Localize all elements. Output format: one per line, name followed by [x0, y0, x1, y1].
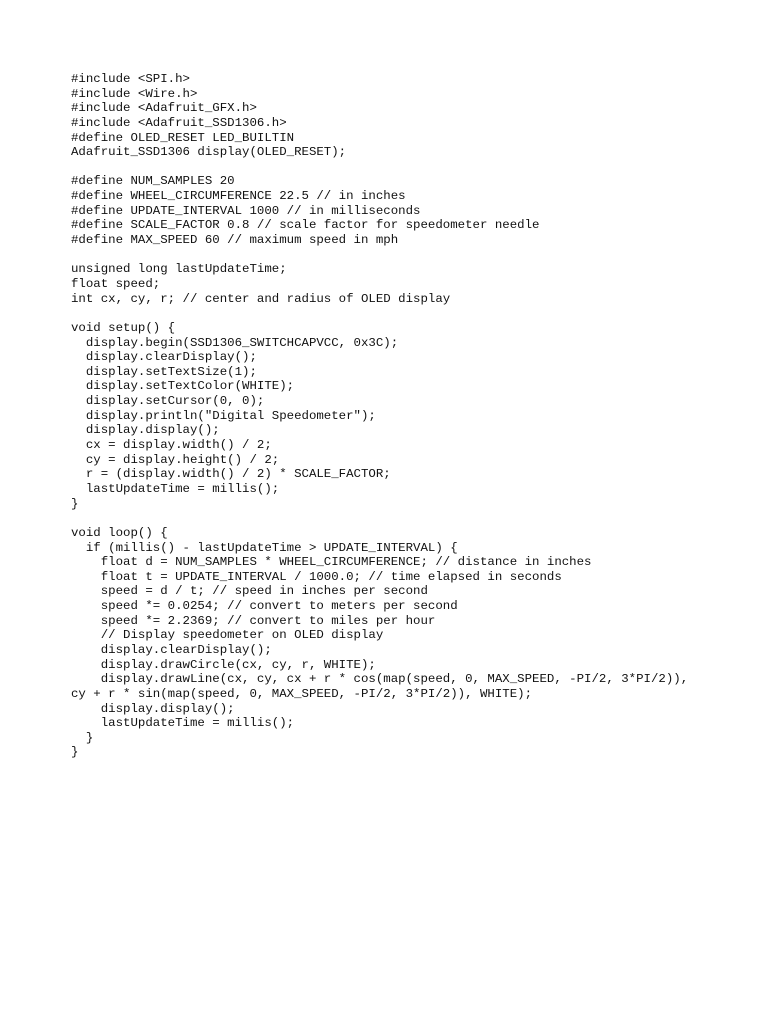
code-line: #include <Adafruit_SSD1306.h> — [71, 115, 287, 130]
code-line: speed *= 0.0254; // convert to meters per second — [71, 599, 458, 614]
code-line — [71, 160, 761, 175]
code-line: if (millis() - lastUpdateTime > UPDATE_INTERVAL) { — [71, 540, 458, 555]
code-line: // Display speedometer on OLED display — [71, 628, 384, 643]
code-line: #define SCALE_FACTOR 0.8 // scale factor for speedometer needle — [71, 218, 540, 233]
code-line: Adafruit_SSD1306 display(OLED_RESET); — [71, 145, 347, 160]
code-line: int cx, cy, r; // center and radius of OLED display — [71, 291, 451, 306]
code-line: display.drawLine(cx, cy, cx + r * cos(map(speed, 0, MAX_SPEED, -PI/2, 3*PI/2)), — [71, 672, 689, 687]
code-line: float d = NUM_SAMPLES * WHEEL_CIRCUMFERENCE; // distance in inches — [71, 555, 592, 570]
code-line: void setup() { — [71, 320, 176, 335]
code-line: #define OLED_RESET LED_BUILTIN — [71, 130, 295, 145]
code-line: #define NUM_SAMPLES 20 — [71, 174, 235, 189]
code-line: display.println("Digital Speedometer"); — [71, 408, 376, 423]
code-line: } — [71, 496, 79, 511]
code-line: r = (display.width() / 2) * SCALE_FACTOR; — [71, 467, 391, 482]
code-line — [71, 306, 761, 321]
code-line: } — [71, 745, 79, 760]
code-line: void loop() { — [71, 525, 168, 540]
code-line: display.setCursor(0, 0); — [71, 394, 265, 409]
code-line: #define WHEEL_CIRCUMFERENCE 22.5 // in inches — [71, 189, 406, 204]
code-line: display.setTextColor(WHITE); — [71, 379, 295, 394]
code-line: #define UPDATE_INTERVAL 1000 // in milliseconds — [71, 203, 421, 218]
code-line: display.clearDisplay(); — [71, 642, 272, 657]
code-line: speed = d / t; // speed in inches per second — [71, 584, 428, 599]
code-line: float t = UPDATE_INTERVAL / 1000.0; // time elapsed in seconds — [71, 569, 562, 584]
code-line: display.drawCircle(cx, cy, r, WHITE); — [71, 657, 376, 672]
code-line: display.begin(SSD1306_SWITCHCAPVCC, 0x3C); — [71, 335, 399, 350]
code-line: lastUpdateTime = millis(); — [71, 481, 280, 496]
code-line — [71, 248, 761, 263]
code-line: #include <Wire.h> — [71, 86, 198, 101]
code-line: speed *= 2.2369; // convert to miles per hour — [71, 613, 436, 628]
code-line: cy = display.height() / 2; — [71, 452, 280, 467]
code-line — [71, 511, 761, 526]
code-line: display.clearDisplay(); — [71, 350, 257, 365]
code-line: #include <Adafruit_GFX.h> — [71, 101, 257, 116]
code-line: #include <SPI.h> — [71, 72, 190, 86]
code-line: } — [71, 730, 94, 745]
code-line: float speed; — [71, 276, 161, 291]
code-line: cx = display.width() / 2; — [71, 438, 272, 453]
code-line: #define MAX_SPEED 60 // maximum speed in mph — [71, 233, 399, 248]
code-line: display.display(); — [71, 701, 235, 716]
code-line: display.setTextSize(1); — [71, 364, 257, 379]
code-line: cy + r * sin(map(speed, 0, MAX_SPEED, -PI/2, 3*PI/2)), WHITE); — [71, 686, 533, 701]
code-line: unsigned long lastUpdateTime; — [71, 262, 287, 277]
code-line: lastUpdateTime = millis(); — [71, 716, 295, 731]
code-line: display.display(); — [71, 423, 220, 438]
code-listing — [71, 72, 761, 789]
